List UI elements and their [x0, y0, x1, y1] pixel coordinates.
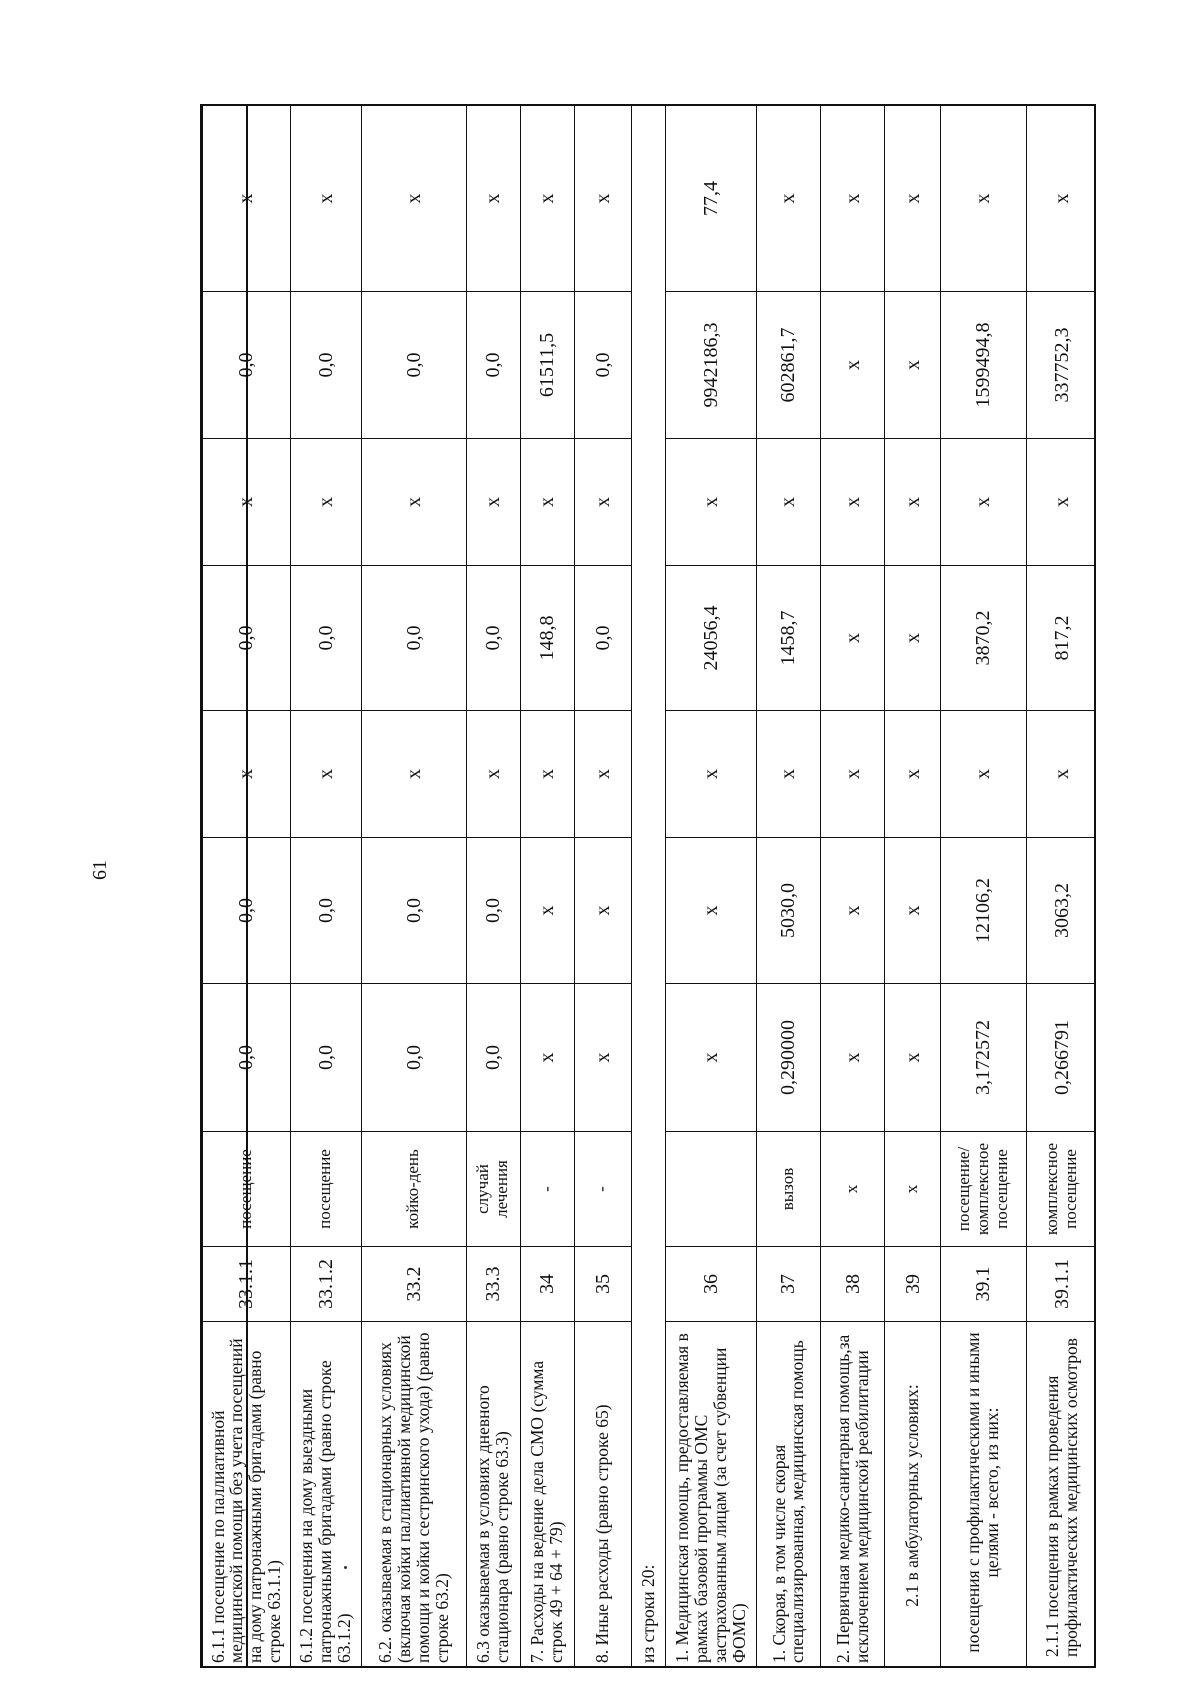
- value-cell-v2: х: [820, 838, 884, 984]
- value-cell-v2: 12106,2: [941, 838, 1027, 984]
- value-cell-v4: 0,0: [203, 566, 291, 711]
- value-cell-v1: 0,290000: [756, 984, 820, 1132]
- table-row: [361, 106, 466, 1669]
- value-cell-v4: 24056,4: [666, 566, 757, 711]
- value-cell-v1: х: [520, 984, 574, 1132]
- value-cell-v6: х: [820, 292, 884, 439]
- value-cell-v1: х: [666, 984, 757, 1132]
- row-name-cell: 2.1 в амбулаторных условиях:: [885, 1322, 941, 1669]
- rotated-table-container: [202, 106, 1096, 1668]
- unit-cell: посещение/ комплексное посещение: [941, 1132, 1027, 1247]
- value-cell-v3: х: [203, 711, 291, 838]
- value-cell-v1: 0,266791: [1026, 984, 1096, 1132]
- value-cell-v6: 9942186,3: [666, 292, 757, 439]
- value-cell-v6: 0,0: [466, 292, 520, 439]
- value-cell-v1: 0,0: [466, 984, 520, 1132]
- value-cell-v6: 61511,5: [520, 292, 574, 439]
- value-cell-v4: 3870,2: [941, 566, 1027, 711]
- value-cell-v3: х: [1026, 711, 1096, 838]
- row-name-cell: 6.1.2 посещения на дому выездными патронажными бригадами (равно строке 63.1.2): [290, 1322, 361, 1669]
- value-cell-v3: х: [574, 711, 631, 838]
- value-cell-v7: х: [574, 106, 631, 292]
- unit-cell: х: [885, 1132, 941, 1247]
- value-cell-v7: х: [820, 106, 884, 292]
- value-cell-v6: 0,0: [203, 292, 291, 439]
- value-cell-v3: х: [466, 711, 520, 838]
- row-code-cell: 33.3: [466, 1247, 520, 1322]
- row-code-cell: 35: [574, 1247, 631, 1322]
- table-row: [1026, 106, 1096, 1669]
- unit-cell: посещение: [290, 1132, 361, 1247]
- unit-cell: -: [574, 1132, 631, 1247]
- unit-cell: случай лечения: [466, 1132, 520, 1247]
- table-row: [574, 106, 631, 1669]
- row-name-cell: 1. Медицинская помощь, предоставляемая в рамках базовой программы ОМС застрахованным лицам (за счет субвенции ФОМС): [666, 1322, 757, 1669]
- value-cell-v6: 602861,7: [756, 292, 820, 439]
- value-cell-v2: х: [520, 838, 574, 984]
- value-cell-v4: 0,0: [361, 566, 466, 711]
- value-cell-v2: 3063,2: [1026, 838, 1096, 984]
- value-cell-v3: х: [820, 711, 884, 838]
- value-cell-v6: 0,0: [361, 292, 466, 439]
- table-row: [203, 106, 291, 1669]
- table-row: [885, 106, 941, 1669]
- row-name-cell: 7. Расходы на ведение дела СМО (сумма строк 49 + 64 + 79): [520, 1322, 574, 1669]
- value-cell-v4: 0,0: [574, 566, 631, 711]
- value-cell-v6: 337752,3: [1026, 292, 1096, 439]
- value-cell-v1: х: [885, 984, 941, 1132]
- value-cell-v5: х: [941, 439, 1027, 566]
- value-cell-v5: х: [203, 439, 291, 566]
- value-cell-v2: 0,0: [361, 838, 466, 984]
- value-cell-v7: 77,4: [666, 106, 757, 292]
- value-cell-v1: 0,0: [361, 984, 466, 1132]
- value-cell-v5: х: [756, 439, 820, 566]
- value-cell-v3: х: [666, 711, 757, 838]
- value-cell-v5: х: [574, 439, 631, 566]
- value-cell-v7: х: [1026, 106, 1096, 292]
- value-cell-v4: 1458,7: [756, 566, 820, 711]
- section-header-cell: из строки 20:: [631, 106, 666, 1669]
- row-code-cell: 39.1: [941, 1247, 1027, 1322]
- table-row: [941, 106, 1027, 1669]
- value-cell-v2: 0,0: [290, 838, 361, 984]
- value-cell-v2: х: [885, 838, 941, 984]
- row-code-cell: 34: [520, 1247, 574, 1322]
- row-name-cell: 6.3 оказываемая в условиях дневного стационара (равно строке 63.3): [466, 1322, 520, 1669]
- value-cell-v5: х: [466, 439, 520, 566]
- row-code-cell: 36: [666, 1247, 757, 1322]
- row-name-cell: 8. Иные расходы (равно строке 65): [574, 1322, 631, 1669]
- value-cell-v2: 0,0: [466, 838, 520, 984]
- table-row: [520, 106, 574, 1669]
- value-cell-v3: х: [520, 711, 574, 838]
- row-code-cell: 37: [756, 1247, 820, 1322]
- data-table: [202, 105, 1096, 1668]
- row-name-cell: 2. Первичная медико-санитарная помощь,за исключением медицинской реабилитации: [820, 1322, 884, 1669]
- value-cell-v2: 5030,0: [756, 838, 820, 984]
- row-code-cell: 33.1.2: [290, 1247, 361, 1322]
- table-row: [631, 106, 666, 1669]
- value-cell-v4: 817,2: [1026, 566, 1096, 711]
- value-cell-v1: х: [574, 984, 631, 1132]
- value-cell-v4: х: [885, 566, 941, 711]
- unit-cell: х: [820, 1132, 884, 1247]
- value-cell-v7: х: [941, 106, 1027, 292]
- value-cell-v2: х: [666, 838, 757, 984]
- row-name-cell: посещения с профилактическими и иными целями - всего, из них:: [941, 1322, 1027, 1669]
- row-name-cell: 6.1.1 посещение по паллиативной медицинской помощи без учета посещений на дому патронажными бригадами (равно строке 63.1.1): [203, 1322, 291, 1669]
- value-cell-v7: х: [203, 106, 291, 292]
- row-code-cell: 39.1.1: [1026, 1247, 1096, 1322]
- row-code-cell: 38: [820, 1247, 884, 1322]
- value-cell-v7: х: [885, 106, 941, 292]
- value-cell-v6: 0,0: [290, 292, 361, 439]
- value-cell-v5: х: [520, 439, 574, 566]
- value-cell-v3: х: [941, 711, 1027, 838]
- value-cell-v2: 0,0: [203, 838, 291, 984]
- value-cell-v5: х: [885, 439, 941, 566]
- row-code-cell: 33.1.1: [203, 1247, 291, 1322]
- table-row: [820, 106, 884, 1669]
- value-cell-v5: х: [666, 439, 757, 566]
- unit-cell: комплексное посещение: [1026, 1132, 1096, 1247]
- value-cell-v7: х: [466, 106, 520, 292]
- table-row: [756, 106, 820, 1669]
- value-cell-v6: х: [885, 292, 941, 439]
- unit-cell: вызов: [756, 1132, 820, 1247]
- value-cell-v1: 0,0: [290, 984, 361, 1132]
- row-name-cell: 2.1.1 посещения в рамках проведения профилактических медицинских осмотров: [1026, 1322, 1096, 1669]
- value-cell-v6: 1599494,8: [941, 292, 1027, 439]
- value-cell-v7: х: [756, 106, 820, 292]
- value-cell-v3: х: [361, 711, 466, 838]
- value-cell-v7: х: [361, 106, 466, 292]
- data-table-frame: [200, 104, 1096, 1668]
- unit-cell: -: [520, 1132, 574, 1247]
- value-cell-v1: 3,172572: [941, 984, 1027, 1132]
- value-cell-v1: 0,0: [203, 984, 291, 1132]
- row-code-cell: 33.2: [361, 1247, 466, 1322]
- unit-cell: койко-день: [361, 1132, 466, 1247]
- row-code-cell: 39: [885, 1247, 941, 1322]
- table-row: [466, 106, 520, 1669]
- row-name-cell: 6.2. оказываемая в стационарных условиях (включая койки паллиативной медицинской помощи и койки сестринского ухода) (равно строке 63.2): [361, 1322, 466, 1669]
- value-cell-v7: х: [290, 106, 361, 292]
- value-cell-v5: х: [290, 439, 361, 566]
- value-cell-v4: 0,0: [466, 566, 520, 711]
- table-row: [290, 106, 361, 1669]
- unit-cell: посещение: [203, 1132, 291, 1247]
- value-cell-v4: х: [820, 566, 884, 711]
- value-cell-v1: х: [820, 984, 884, 1132]
- table-row: [666, 106, 757, 1669]
- value-cell-v4: 148,8: [520, 566, 574, 711]
- value-cell-v4: 0,0: [290, 566, 361, 711]
- value-cell-v3: х: [756, 711, 820, 838]
- unit-cell: [666, 1132, 757, 1247]
- value-cell-v3: х: [885, 711, 941, 838]
- value-cell-v2: х: [574, 838, 631, 984]
- value-cell-v7: х: [520, 106, 574, 292]
- value-cell-v5: х: [361, 439, 466, 566]
- value-cell-v5: х: [820, 439, 884, 566]
- value-cell-v6: 0,0: [574, 292, 631, 439]
- value-cell-v5: х: [1026, 439, 1096, 566]
- page-number: 61: [89, 860, 111, 880]
- value-cell-v3: х: [290, 711, 361, 838]
- row-name-cell: 1. Скорая, в том числе скорая специализированная, медицинская помощь: [756, 1322, 820, 1669]
